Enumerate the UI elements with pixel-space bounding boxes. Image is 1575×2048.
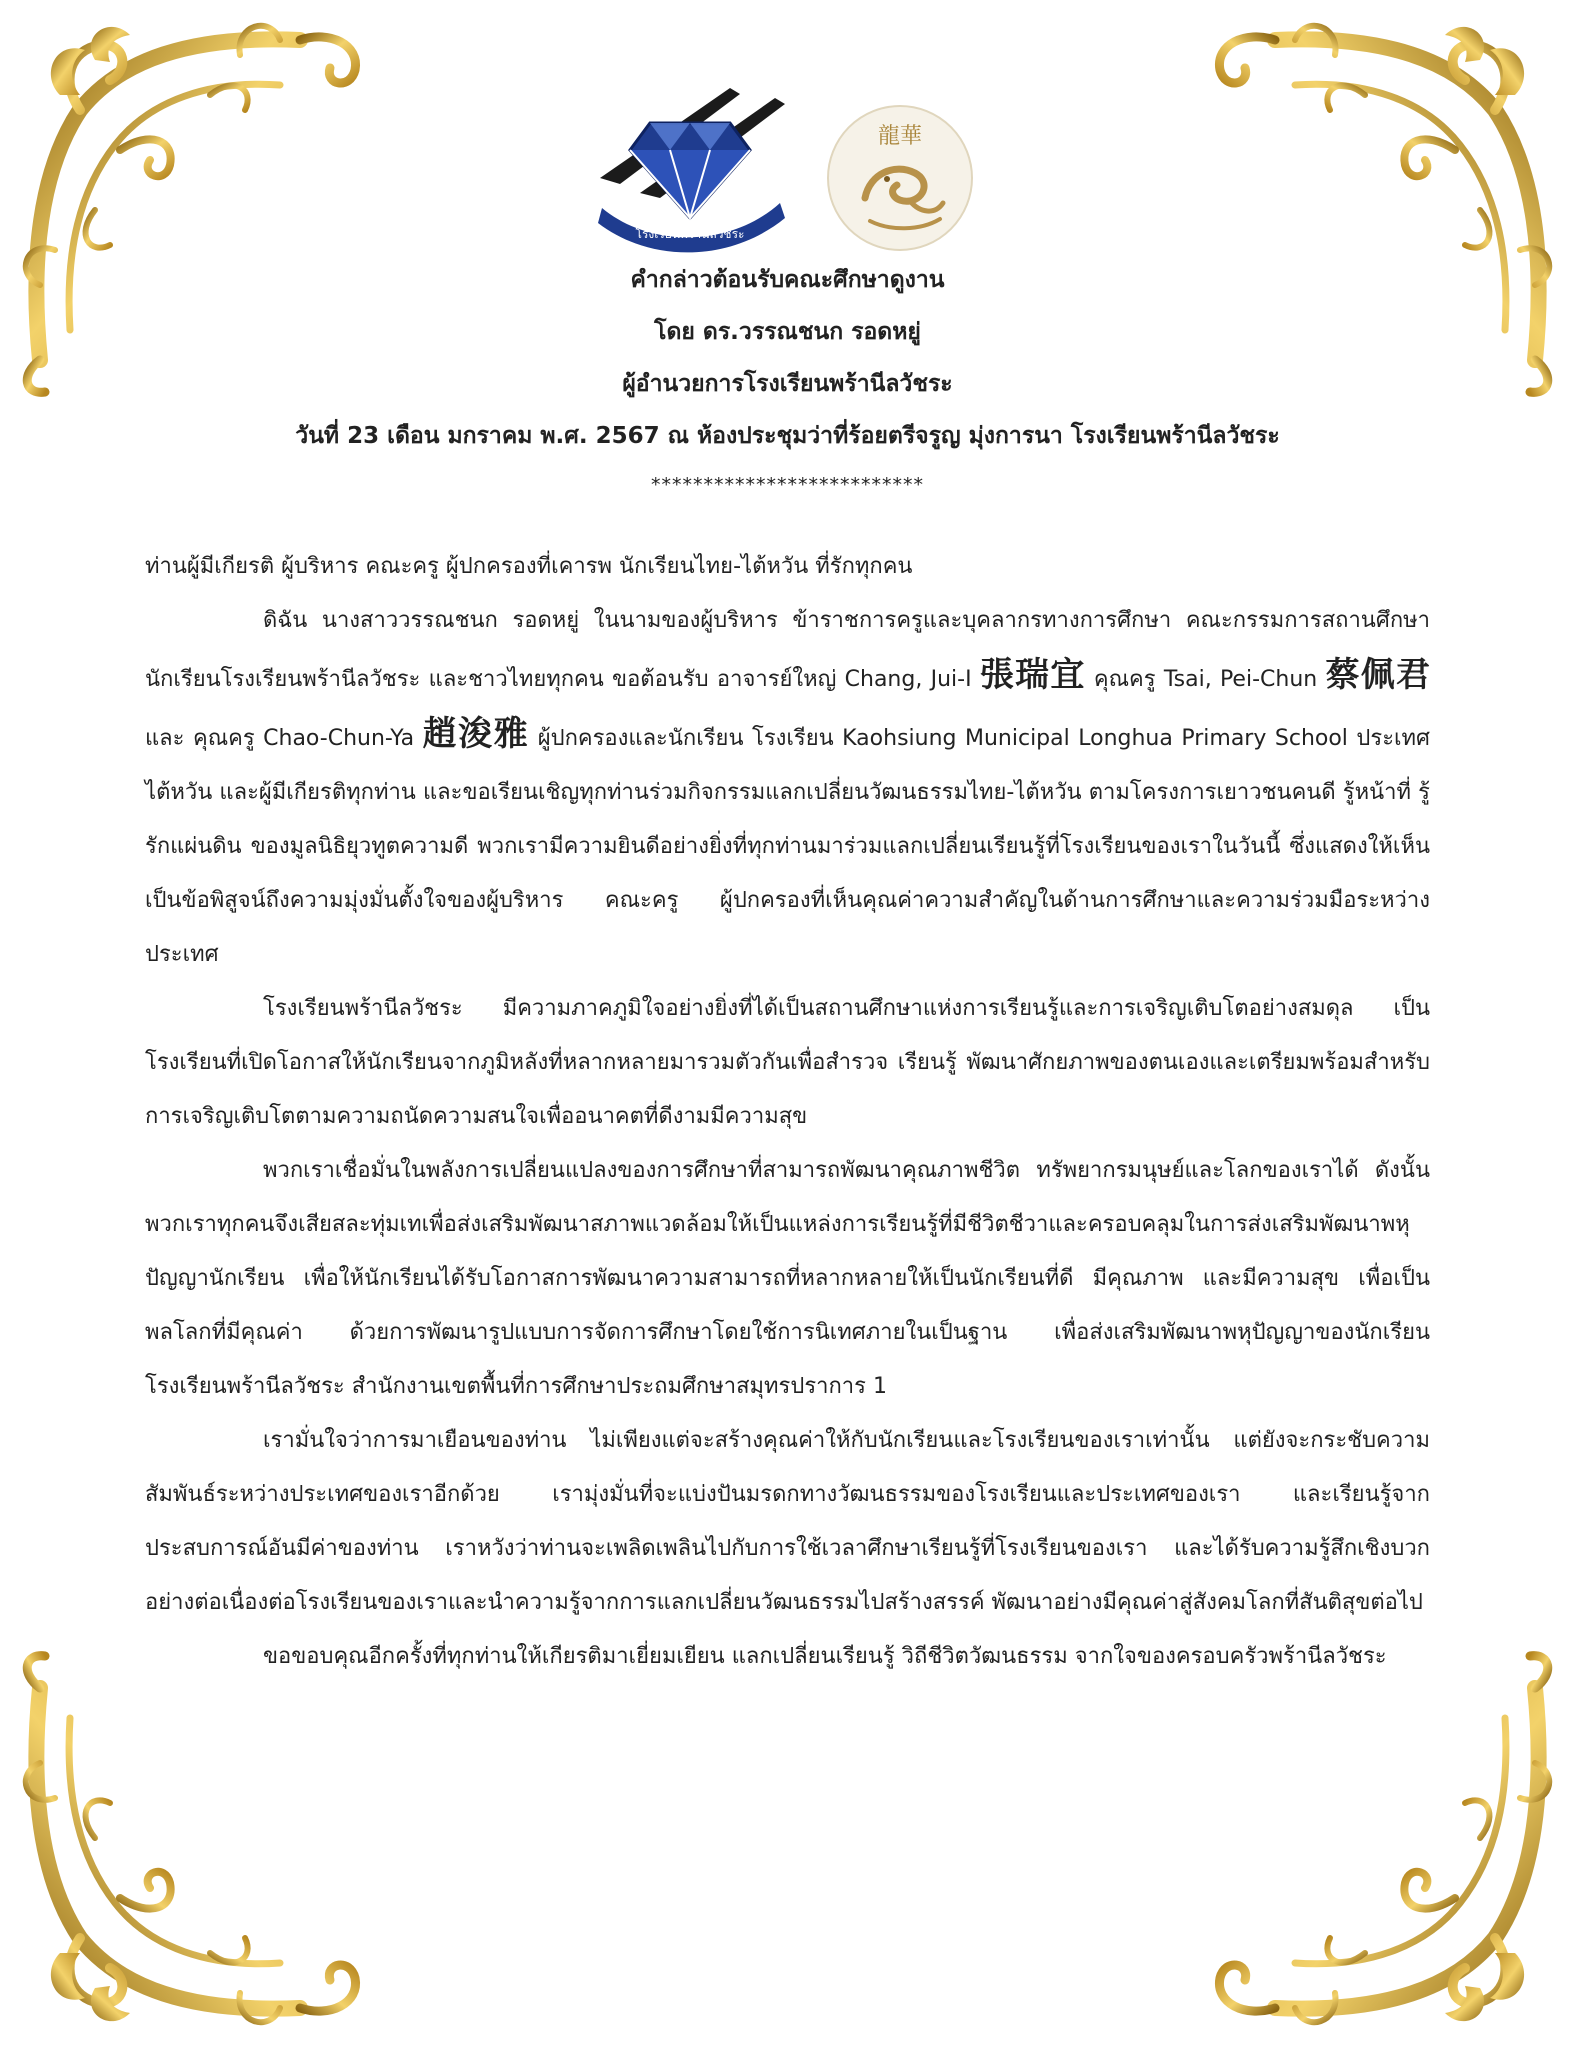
paragraph-2: โรงเรียนพร้านีลวัชระ มีความภาคภูมิใจอย่างยิ่งที่ได้เป็นสถานศึกษาแห่งการเรียนรู้และการเจริญเติบโตอย่างสมดุล เป็นโรงเรียนที่เปิดโอกาสให้นักเรียนจากภูมิหลังที่หลากหลายมารวมตัวกันเพื่อสำรวจ เรียนรู้ พัฒนาศักยภาพของตนเองและเตรียมพร้อมสำหรับการเจริญเติบโตตามความถนัดความสนใจเพื่ออนาคตที่ดีงามมีความสุข xyxy=(145,996,1430,1129)
ornament-icon xyxy=(0,1648,400,2048)
speech-body xyxy=(145,540,1430,1684)
gold-corner-ornament-bottom-right xyxy=(1175,1648,1575,2048)
speaker-position: ผู้อำนวยการโรงเรียนพร้านีลวัชระ xyxy=(622,371,953,397)
paragraph-1-part-d: ผู้ปกครองและนักเรียน โรงเรียน Kaohsiung Municipal Longhua Primary School ประเทศไต้หวัน และผู้มีเกียรติทุกท่าน และขอเรียนเชิญทุกท่านร่วมกิจกรรมแลกเปลี่ยนวัฒนธรรมไทย-ไต้หวัน ตามโครงการเยาวชนคนดี รู้หน้าที่ รู้รักแผ่นดิน ของมูลนิธิยุวทูตความดี พวกเรามีความยินดีอย่างยิ่งที่ทุกท่านมาร่วมแลกเปลี่ยนเรียนรู้ที่โรงเรียนของเราในวันนี้ ซึ่งแสดงให้เห็นเป็นข้อพิสูจน์ถึงความมุ่งมั่นตั้งใจของผู้บริหาร คณะครู ผู้ปกครองที่เห็นคุณค่าความสำคัญในด้านการศึกษาและความร่วมมือระหว่างประเทศ xyxy=(145,726,1431,967)
golden-dragon-seal-icon xyxy=(825,103,975,253)
school-logo-text: โรงเรียนพร้านีลวัชระ xyxy=(635,227,745,241)
greeting: ท่านผู้มีเกียรติ ผู้บริหาร คณะครู ผู้ปกครองที่เคารพ นักเรียนไทย-ไต้หวัน ที่รักทุกคน xyxy=(145,554,913,579)
ornament-icon xyxy=(1175,1648,1575,2048)
paragraph-1-part-a: ดิฉัน นางสาววรรณชนก รอดหยู่ ในนามของผู้บริหาร ข้าราชการครูและบุคลากรทางการศึกษา คณะกรรมการสถานศึกษา นักเรียนโรงเรียนพร้านีลวัชระ และชาวไทยทุกคน ขอต้อนรับ อาจารย์ใหญ่ Chang, Jui-I xyxy=(145,608,1430,692)
speaker-name: โดย ดร.วรรณชนก รอดหยู่ xyxy=(654,319,921,345)
longhua-school-seal xyxy=(825,103,975,253)
event-date-venue: วันที่ 23 เดือน มกราคม พ.ศ. 2567 ณ ห้องประชุมว่าที่ร้อยตรีจรูญ มุ่งการนา โรงเรียนพร้านีลวัชระ xyxy=(295,423,1280,449)
paragraph-1-part-b: คุณครู Tsai, Pei-Chun xyxy=(1085,667,1326,692)
seal-text: 龍華 xyxy=(877,124,923,149)
chinese-name-2: 蔡佩君 xyxy=(1325,655,1431,695)
paragraph-3: พวกเราเชื่อมั่นในพลังการเปลี่ยนแปลงของการศึกษาที่สามารถพัฒนาคุณภาพชีวิต ทรัพยากรมนุษย์และโลกของเราได้ ดังนั้น พวกเราทุกคนจึงเสียสละทุ่มเทเพื่อส่งเสริมพัฒนาสภาพแวดล้อมให้เป็นแหล่งการเรียนรู้ที่มีชีวิตชีวาและครอบคลุมในการส่งเสริมพัฒนาพหุปัญญานักเรียน เพื่อให้นักเรียนได้รับโอกาสการพัฒนาความสามารถที่หลากหลายให้เป็นนักเรียนที่ดี มีคุณภาพ และมีความสุข เพื่อเป็นพลโลกที่มีคุณค่า ด้วยการพัฒนารูปแบบการจัดการศึกษาโดยใช้การนิเทศภายในเป็นฐาน เพื่อส่งเสริมพัฒนาพหุปัญญาของนักเรียนโรงเรียนพร้านีลวัชระ สำนักงานเขตพื้นที่การศึกษาประถมศึกษาสมุทรปราการ 1 xyxy=(145,1158,1430,1399)
paragraph-4: เรามั่นใจว่าการมาเยือนของท่าน ไม่เพียงแต่จะสร้างคุณค่าให้กับนักเรียนและโรงเรียนของเราเท่านั้น แต่ยังจะกระชับความสัมพันธ์ระหว่างประเทศของเราอีกด้วย เรามุ่งมั่นที่จะแบ่งปันมรดกทางวัฒนธรรมของโรงเรียนและประเทศของเรา และเรียนรู้จากประสบการณ์อันมีค่าของท่าน เราหวังว่าท่านจะเพลิดเพลินไปกับการใช้เวลาศึกษาเรียนรู้ที่โรงเรียนของเรา และได้รับความรู้สึกเชิงบวกอย่างต่อเนื่องต่อโรงเรียนของเราและนำความรู้จากการแลกเปลี่ยนวัฒนธรรมไปสร้างสรรค์ พัฒนาอย่างมีคุณค่าสู่สังคมโลกที่สันติสุขต่อไป xyxy=(145,1428,1430,1615)
speech-title: คำกล่าวต้อนรับคณะศึกษาดูงาน xyxy=(630,267,945,293)
paragraph-1 xyxy=(145,594,1430,982)
chinese-name-3: 趙浚雅 xyxy=(422,714,530,754)
paragraph-1-part-c: และ คุณครู Chao-Chun-Ya xyxy=(145,726,423,751)
chinese-name-1: 張瑞宜 xyxy=(979,655,1086,695)
speech-heading xyxy=(0,266,1575,504)
paragraph-5: ขอขอบคุณอีกครั้งที่ทุกท่านให้เกียรติมาเยี่ยมเยียน แลกเปลี่ยนเรียนรู้ วิถีชีวิตวัฒนธรรม จากใจของครอบครัวพร้านีลวัชระ xyxy=(263,1644,1387,1669)
diamond-lightning-emblem-icon xyxy=(580,88,800,258)
school-logo xyxy=(580,88,800,258)
gold-corner-ornament-bottom-left xyxy=(0,1648,400,2048)
separator: ************************** xyxy=(651,474,924,496)
logo-row xyxy=(0,88,1575,258)
